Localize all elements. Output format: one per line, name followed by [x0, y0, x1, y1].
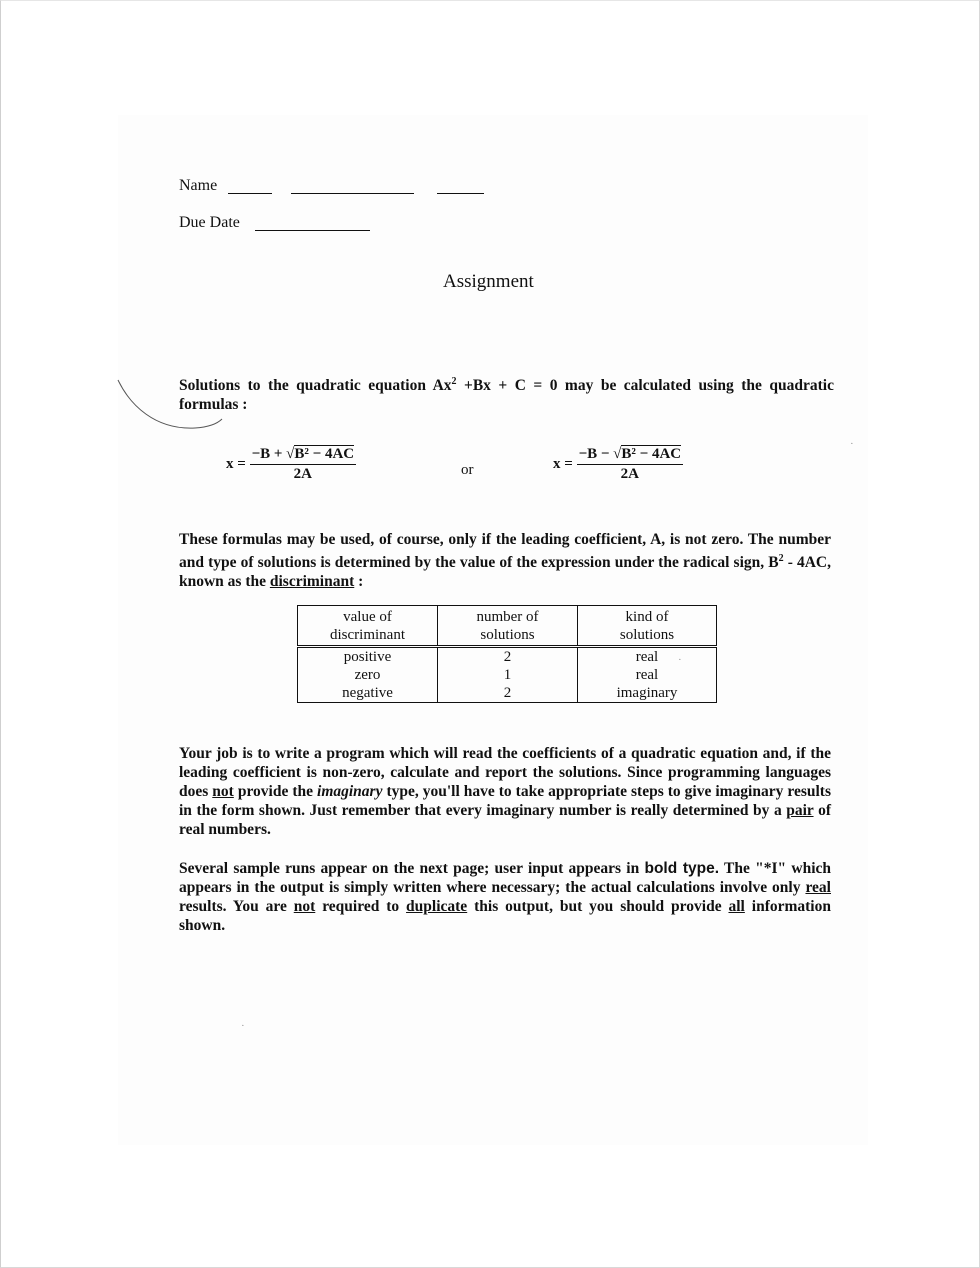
table-row — [298, 647, 717, 667]
formula-minus-x: x = — [553, 455, 573, 472]
table-row — [298, 684, 717, 703]
name-blank-3 — [437, 193, 484, 194]
table-cell: zero — [298, 666, 438, 684]
formula-minus-numerator: −B − √ — [578, 446, 622, 462]
table-cell: positive — [298, 647, 438, 667]
formula-plus-fraction — [250, 446, 357, 483]
table-row — [298, 666, 717, 684]
formula-plus-radicand: B² − 4AC — [294, 446, 355, 462]
table-header-cell: kind of solutions — [578, 606, 717, 647]
table-cell: real — [578, 666, 717, 684]
due-date-label: Due Date — [179, 214, 240, 231]
table-header-cell: number of solutions — [438, 606, 578, 647]
name-blank-1 — [228, 193, 272, 194]
name-blank-2 — [291, 193, 414, 194]
formula-minus-fraction — [577, 446, 684, 483]
table-cell: real — [578, 647, 717, 667]
intro-text-before: Solutions to the quadratic equation Ax — [179, 377, 452, 395]
formula-minus-radicand: B² − 4AC — [621, 446, 682, 462]
intro-paragraph: Solutions to the quadratic equation $Ax^2 +Bx + C = 0$ may be calculated using the quadratic formulas : — [179, 376, 834, 414]
scan-speck: · — [241, 1020, 245, 1032]
table-cell: 2 — [438, 647, 578, 667]
formula-or: or — [461, 462, 474, 478]
formula-plus-denominator: 2A — [293, 466, 313, 482]
para2-part3: : — [354, 573, 364, 591]
discriminant-table — [297, 605, 717, 703]
formula-minus — [553, 446, 683, 483]
table-cell: negative — [298, 684, 438, 703]
table-cell: 2 — [438, 684, 578, 703]
table-cell: imaginary — [578, 684, 717, 703]
page-title: Assignment — [443, 271, 534, 292]
para2-part2: - 4AC, known as the — [179, 554, 831, 591]
formula-plus-numerator: −B + √ — [251, 446, 295, 462]
scan-speck: · — [850, 438, 854, 450]
discriminant-paragraph: These formulas may be used, of course, only if the leading coefficient, A, is not zero. The number and type of solutions is determined by the value of the expression under the radical sign, $B^2 - 4AC$, known as the discriminant : — [179, 531, 831, 591]
para2-part1: These formulas may be used, of course, only if the leading coefficient, A, is not zero. The number and type of solutions is determined by the value of the expression under the radical sign, B — [179, 531, 831, 572]
name-label: Name — [179, 177, 218, 194]
task-paragraph: Your job is to write a program which will read the coefficients of a quadratic equation and, if the leading coefficient is non-zero, calculate and report the solutions. Since programming languages does not provide the imaginary type, you'll have to take appropriate steps to give imaginary results in the form shown. Just remember that every imaginary number is really determined by a pair of real numbers. — [179, 745, 831, 838]
table-cell: 1 — [438, 666, 578, 684]
formula-plus-x: x = — [226, 455, 246, 472]
discriminant-term: discriminant — [269, 573, 355, 591]
due-date-blank — [255, 230, 370, 231]
scan-speck: · — [678, 654, 682, 666]
intro-text-rest: +Bx + C = 0 may be calculated using the quadratic formulas : — [179, 377, 834, 414]
formula-minus-denominator: 2A — [620, 466, 640, 482]
formula-plus — [226, 446, 356, 483]
sample-runs-paragraph: Several sample runs appear on the next page; user input appears in bold type. The "*I" which appears in the output is simply written where necessary; the actual calculations involve only real results. You are not required to duplicate this output, but you should provide all information shown. — [179, 860, 832, 934]
table-header-cell: value of discriminant — [298, 606, 438, 647]
table-header-row — [298, 606, 717, 647]
